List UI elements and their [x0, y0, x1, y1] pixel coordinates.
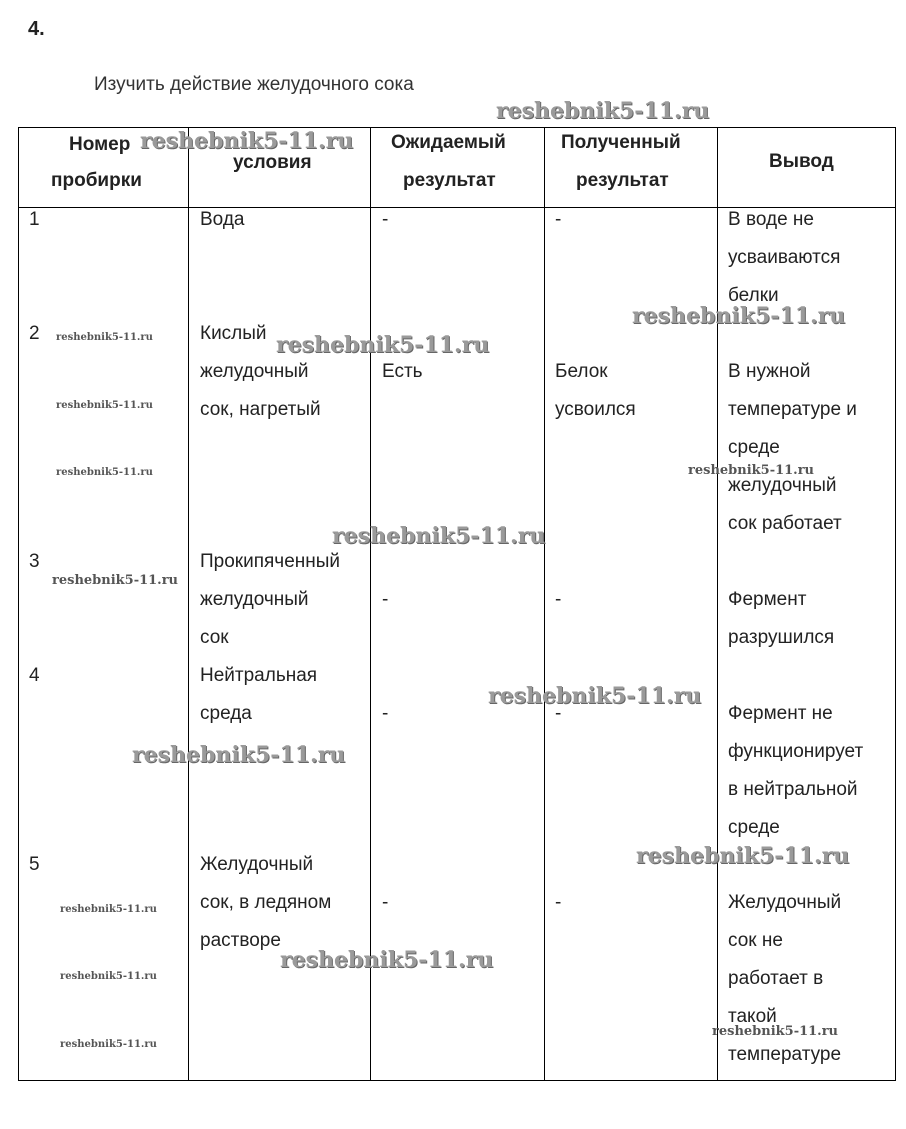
- watermark: reshebnik5-11.ru: [280, 947, 494, 973]
- row1-obtained: -: [555, 209, 562, 230]
- row5-obtained: -: [555, 892, 562, 913]
- watermark: reshebnik5-11.ru: [688, 463, 815, 478]
- row1-expected: -: [382, 209, 389, 230]
- row4-expected: -: [382, 703, 389, 724]
- watermark: reshebnik5-11.ru: [56, 332, 153, 343]
- row3-expected: -: [382, 589, 389, 610]
- watermark: reshebnik5-11.ru: [56, 467, 153, 478]
- row4-conditions: Нейтральная среда: [200, 665, 318, 724]
- watermark: reshebnik5-11.ru: [496, 98, 710, 124]
- task-number: 4.: [28, 18, 45, 40]
- row5-conclusion: Желудочный сок не работает в такой температуре: [728, 892, 842, 1065]
- column-divider: [717, 128, 718, 1080]
- header-expected-1: Ожидаемый: [391, 132, 506, 153]
- header-conditions: условия: [233, 152, 312, 173]
- watermark: reshebnik5-11.ru: [712, 1024, 839, 1039]
- watermark: reshebnik5-11.ru: [132, 742, 346, 768]
- row1-number: 1: [29, 209, 40, 230]
- row3-conclusion: Фермент разрушился: [728, 589, 835, 648]
- header-obtained-1: Полученный: [561, 132, 681, 153]
- row4-obtained: -: [555, 703, 562, 724]
- column-divider: [370, 128, 371, 1080]
- row1-conclusion: В воде не усваиваются белки: [728, 209, 841, 306]
- results-table: [18, 127, 896, 1081]
- row3-obtained: -: [555, 589, 562, 610]
- watermark: reshebnik5-11.ru: [52, 573, 179, 588]
- watermark: reshebnik5-11.ru: [488, 683, 702, 709]
- header-expected-2: результат: [403, 170, 496, 191]
- row4-number: 4: [29, 665, 40, 686]
- row1-conditions: Вода: [200, 209, 245, 230]
- header-conclusion: Вывод: [769, 151, 834, 172]
- row2-obtained: Белок усвоился: [555, 361, 636, 420]
- row3-conditions: Прокипяченный желудочный сок: [200, 551, 341, 648]
- task-title: Изучить действие желудочного сока: [94, 74, 414, 95]
- watermark: reshebnik5-11.ru: [60, 904, 157, 915]
- row2-conditions: Кислый желудочный сок, нагретый: [200, 323, 321, 420]
- header-number: Номер: [69, 134, 131, 155]
- watermark: reshebnik5-11.ru: [140, 128, 354, 154]
- watermark: reshebnik5-11.ru: [276, 332, 490, 358]
- row2-conclusion: В нужной температуре и среде желудочный сок работает: [728, 361, 857, 534]
- row5-conditions: Желудочный сок, в ледяном растворе: [200, 854, 332, 951]
- row2-number: 2: [29, 323, 40, 344]
- watermark: reshebnik5-11.ru: [56, 400, 153, 411]
- column-divider: [544, 128, 545, 1080]
- watermark: reshebnik5-11.ru: [332, 523, 546, 549]
- row5-expected: -: [382, 892, 389, 913]
- row3-number: 3: [29, 551, 40, 572]
- header-tube: пробирки: [51, 170, 142, 191]
- row5-number: 5: [29, 854, 40, 875]
- watermark: reshebnik5-11.ru: [60, 971, 157, 982]
- header-obtained-2: результат: [576, 170, 669, 191]
- watermark: reshebnik5-11.ru: [632, 303, 846, 329]
- watermark: reshebnik5-11.ru: [636, 843, 850, 869]
- watermark: reshebnik5-11.ru: [60, 1039, 157, 1050]
- column-divider: [188, 128, 189, 1080]
- row2-expected: Есть: [382, 361, 423, 382]
- row4-conclusion: Фермент не функционирует в нейтральной среде: [728, 703, 864, 838]
